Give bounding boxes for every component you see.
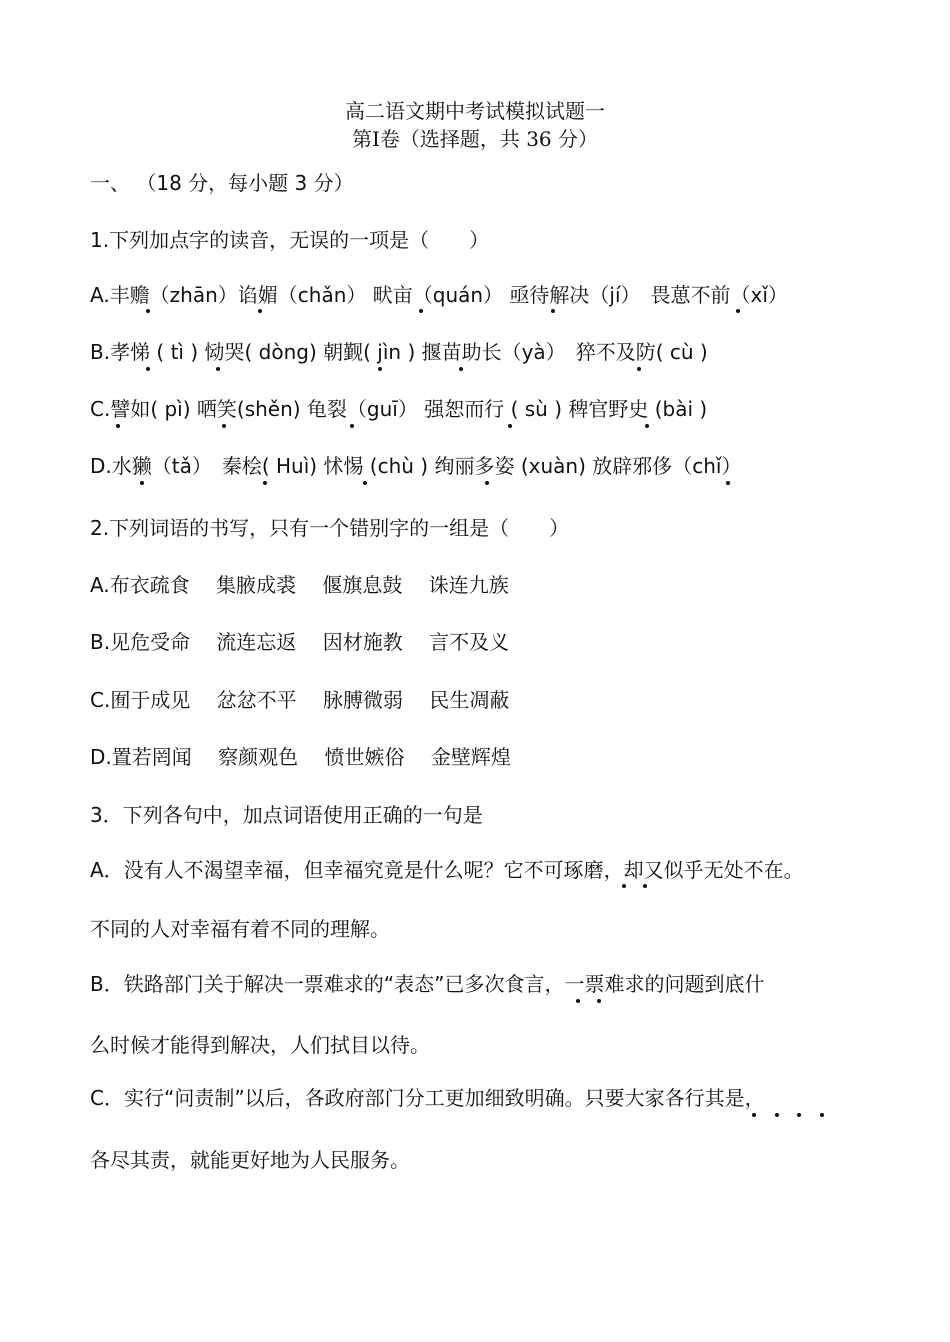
emphasis-dot <box>263 481 267 485</box>
emphasis-dot <box>459 367 463 371</box>
emphasis-dot <box>645 424 649 428</box>
question-2-option-c: C.囿于成见 忿忿不平 脉膊微弱 民生凋蔽 <box>90 688 510 712</box>
question-2-stem: 2.下列词语的书写，只有一个错别字的一组是（ ） <box>90 516 570 540</box>
emphasis-dot <box>820 1113 824 1117</box>
question-2-option-b: B.见危受命 流连忘返 因材施教 言不及义 <box>90 630 510 654</box>
section-heading: 一、 （18 分，每小题 3 分） <box>90 171 354 195</box>
question-3-stem: 3．下列各句中，加点词语使用正确的一句是 <box>90 803 483 827</box>
question-1-option-d: D.水獭（tǎ） 秦桧( Huì) 怵惕 (chù ) 绚丽多姿 (xuàn) 放辟邪侈（chǐ） <box>90 454 742 478</box>
emphasis-dot <box>576 999 580 1003</box>
question-1-option-c: C.譬如( pì) 哂笑(shěn) 龟裂（guī） 强恕而行 ( sù ) 稗官野史 (bài ) <box>90 397 708 421</box>
emphasis-dot <box>752 1113 756 1117</box>
question-3-option-b-line-2: 么时候才能得到解决，人们拭目以待。 <box>90 1033 430 1057</box>
emphasis-dot <box>222 424 226 428</box>
emphasis-dot <box>597 999 601 1003</box>
question-3-option-c-line-1: C．实行“问责制”以后，各政府部门分工更加细致明确。只要大家各行其是， <box>90 1086 765 1110</box>
question-3-option-b-line-1: B．铁路部门关于解决一票难求的“表态”已多次食言，一票难求的问题到底什 <box>90 972 765 996</box>
emphasis-dot <box>378 367 382 371</box>
emphasis-dot <box>140 481 144 485</box>
question-3-option-a-line-1: A．没有人不渴望幸福，但幸福究竟是什么呢？它不可琢磨，却又似乎无处不在。 <box>90 858 804 882</box>
emphasis-dot <box>146 367 150 371</box>
emphasis-dot <box>116 424 120 428</box>
question-1-option-a: A.丰赡（zhān）谄媚（chǎn） 畎亩（quán） 亟待解决（jí） 畏葸不前（xǐ） <box>90 283 788 307</box>
emphasis-dot <box>216 367 220 371</box>
question-1-stem: 1.下列加点字的读音，无误的一项是（ ） <box>90 228 490 252</box>
emphasis-dot <box>508 424 512 428</box>
question-3-option-c-line-2: 各尽其责，就能更好地为人民服务。 <box>90 1148 410 1172</box>
question-3-option-a-line-2: 不同的人对幸福有着不同的理解。 <box>90 917 390 941</box>
emphasis-dot <box>485 481 489 485</box>
exam-title: 高二语文期中考试模拟试题一 <box>345 99 605 123</box>
emphasis-dot <box>637 367 641 371</box>
emphasis-dot <box>775 1113 779 1117</box>
emphasis-dot <box>363 481 367 485</box>
emphasis-dot <box>350 424 354 428</box>
question-2-option-d: D.置若罔闻 察颜观色 愤世嫉俗 金壁辉煌 <box>90 745 511 769</box>
question-2-option-a: A.布衣疏食 集腋成裘 偃旗息鼓 诛连九族 <box>90 573 509 597</box>
emphasis-dot <box>726 481 730 485</box>
question-1-option-b: B.孝悌 ( tì ) 恸哭( dòng) 朝觐( jìn ) 揠苗助长（yà） 猝不及防( cù ) <box>90 340 708 364</box>
emphasis-dot <box>797 1113 801 1117</box>
exam-subtitle: 第Ⅰ卷（选择题，共 36 分） <box>351 127 599 151</box>
